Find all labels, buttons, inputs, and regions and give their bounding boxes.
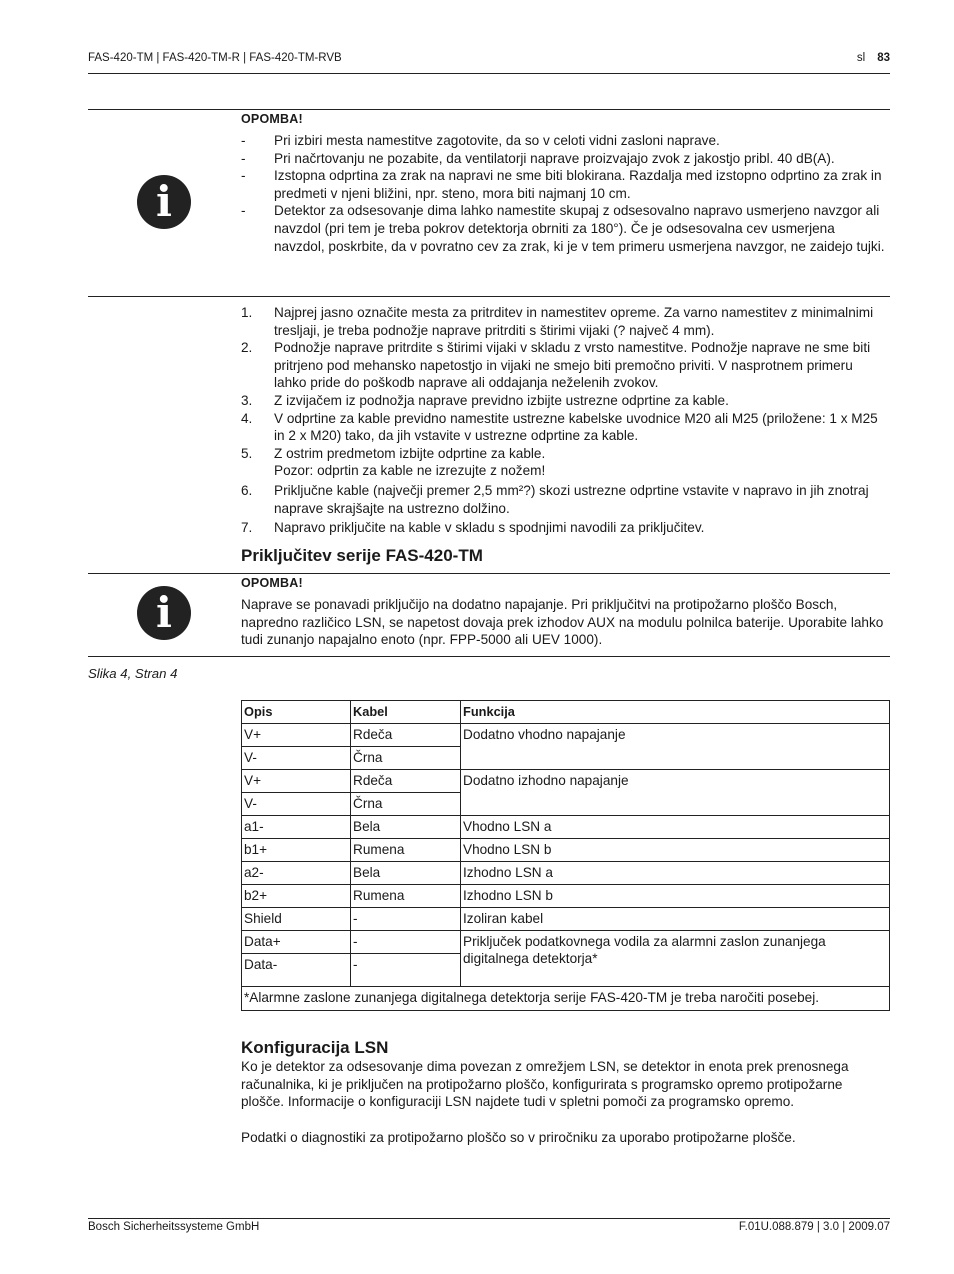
table-row: [242, 816, 890, 839]
table-cell: Bela: [351, 816, 461, 839]
table-cell: V+: [242, 770, 351, 793]
note2-top-rule: [88, 573, 890, 574]
step-item: [241, 392, 889, 410]
table-cell: Črna: [351, 747, 461, 770]
header-rule: [88, 73, 890, 74]
text-span: Z izvijačem iz podnožja naprave previdno izbijte ustrezne odprtine za kable.: [274, 392, 729, 408]
text-span: Napravo priključite na kable v skladu s spodnjimi navodili za priključitev.: [274, 520, 705, 536]
col-header-opis: Opis: [242, 701, 351, 724]
table-cell: V-: [242, 747, 351, 770]
table-cell: b2+: [242, 885, 351, 908]
table-row: [242, 862, 890, 885]
table-row: [242, 885, 890, 908]
text-span: Pozor: odprtin za kable ne izrezujte z nožem!: [274, 463, 546, 479]
table-cell: Rdeča: [351, 724, 461, 747]
text-span: i: [156, 588, 172, 637]
text-span: 3.: [241, 392, 253, 408]
table-row: [242, 724, 890, 747]
table-cell: Vhodno LSN a: [461, 816, 890, 839]
step-item: [241, 482, 889, 517]
text-span: 4.: [241, 410, 253, 426]
ol: [241, 304, 889, 537]
table-cell: V-: [242, 793, 351, 816]
table-cell: Data-: [242, 954, 351, 987]
note1-bottom-rule: [88, 296, 890, 297]
header-page-info: [857, 52, 890, 64]
table-row: [242, 908, 890, 931]
section-heading-lsn: Konfiguracija LSN: [241, 1038, 389, 1057]
col-header-funkcija: Funkcija: [461, 701, 890, 724]
footer-doc-ref: F.01U.088.879 | 3.0 | 2009.07: [738, 1221, 890, 1233]
step-item: [241, 410, 889, 445]
info-icon: [137, 586, 191, 640]
text-span: Stran 4: [134, 666, 178, 681]
table-cell: Shield: [242, 908, 351, 931]
table-cell: -: [351, 908, 461, 931]
table-cell: Rdeča: [351, 770, 461, 793]
text-span: 7.: [241, 520, 253, 536]
table-cell: V+: [242, 724, 351, 747]
installation-steps: [241, 304, 889, 537]
note1-list: [241, 132, 889, 255]
text-span: i: [156, 177, 172, 226]
note1-item: - Detektor za odsesovanje dima lahko namestite skupaj z odsesovalno napravo usmerjeno navzgor ali navzdol (pri tem je treba pokrov detektorja obrniti za 180°). Če je odsesovalna cev usmerjena navzdol, poskrbite, da v povratno cev za zrak, ki je v tem primeru usmerjena navzgor, ne zaidejo tujki.: [241, 202, 889, 255]
note1-item: - Pri načrtovanju ne pozabite, da ventilatorji naprave proizvajajo zvok z jakostjo pribl. 40 dB(A).: [241, 150, 889, 168]
text-span: 6.: [241, 482, 253, 498]
footer-rule: [88, 1218, 890, 1219]
text-span: ,: [127, 666, 135, 681]
note1-item: - Izstopna odprtina za zrak na napravi ne sme biti blokirana. Razdalja med izstopno odprtino za zrak in predmeti v njeni bližini, npr. steno, mora biti najmanj 10 cm.: [241, 167, 889, 202]
table-cell: Izhodno LSN a: [461, 862, 890, 885]
header-page-number: 83: [877, 52, 890, 64]
text-span: 5.: [241, 445, 253, 461]
table-cell: Izhodno LSN b: [461, 885, 890, 908]
table-cell: Data+: [242, 931, 351, 954]
text-span: Najprej jasno označite mesta za pritrditev in namestitev opreme. Za varno namestitev z minimalnimi tresljaji, je treba podnožje naprave pritrditi s štirimi vijaki (? največ 4 mm).: [274, 305, 874, 338]
table-cell: Rumena: [351, 885, 461, 908]
note2-title: OPOMBA!: [241, 576, 303, 590]
function-cell: Dodatno izhodno napajanje: [461, 770, 890, 816]
col-header-kabel: Kabel: [351, 701, 461, 724]
note1-top-rule: [88, 109, 890, 110]
table-cell: Izoliran kabel: [461, 908, 890, 931]
step-item: [241, 445, 889, 480]
step-item: [241, 304, 889, 339]
table-row: [242, 839, 890, 862]
ul: [241, 132, 889, 255]
table-cell: a2-: [242, 862, 351, 885]
table-cell: Rumena: [351, 839, 461, 862]
table-footnote-row: [242, 987, 890, 1011]
table-cell: Bela: [351, 862, 461, 885]
function-cell: Priključek podatkovnega vodila za alarmni zaslon zunanjega digitalnega detektorja*: [461, 931, 890, 987]
step-item: [241, 519, 889, 537]
table-cell: a1-: [242, 816, 351, 839]
note2-text: Naprave se ponavadi priključijo na dodatno napajanje. Pri priključitvi na protipožarno ploščo Bosch, napredno različico LSN, se napetost dovaja prek izhodov AUX na modulu polnilca baterije. Uporabite lahko tudi zunanjo napajalno enoto (npr. FPP-5000 ali UEV 1000).: [241, 597, 884, 648]
connection-table: [241, 700, 890, 1011]
note1-title: OPOMBA!: [241, 112, 303, 126]
section-heading-connection: Priključitev serije FAS-420-TM: [241, 546, 483, 565]
table-cell: Vhodno LSN b: [461, 839, 890, 862]
header-lang: sl: [856, 52, 866, 64]
table-row: [242, 770, 890, 793]
text-span: Z ostrim predmetom izbijte odprtine za kable.: [274, 445, 546, 461]
text-span: 1.: [241, 305, 253, 320]
table-cell: -: [351, 954, 461, 987]
header-doc-ids: FAS-420-TM | FAS-420-TM-R | FAS-420-TM-RVB: [88, 52, 342, 64]
info-icon: [137, 175, 191, 229]
table-footnote: *Alarmne zaslone zunanjega digitalnega detektorja serije FAS-420-TM je treba naročiti posebej.: [242, 987, 890, 1011]
footer-company: Bosch Sicherheitssysteme GmbH: [88, 1221, 260, 1233]
table-cell: -: [351, 931, 461, 954]
figure-caption: [88, 666, 177, 681]
table-cell: Črna: [351, 793, 461, 816]
function-cell: Dodatno vhodno napajanje: [461, 724, 890, 770]
text-span: 2.: [241, 340, 253, 356]
note2-bottom-rule: [88, 656, 890, 657]
text-span: V odprtine za kable previdno namestite ustrezne kabelske uvodnice M20 ali M25 (priložene: 1 x M25 in 2 x M20) tako, da jih vstavite v ustrezne odprtine za kable.: [274, 410, 878, 444]
lsn-paragraph: Ko je detektor za odsesovanje dima povezan z omrežjem LSN, se detektor in enota prek prenosnega računalnika, ki je priključen na protipožarno ploščo, konfigurirata s programsko opremo protipožarne plošče. Informacije o konfiguraciji LSN najdete tudi v spletni pomoči za programsko opremo.: [241, 1059, 849, 1110]
table-cell: b1+: [242, 839, 351, 862]
step-item: [241, 339, 889, 392]
table-header-row: [242, 701, 890, 724]
lsn-paragraph-diagnostics: Podatki o diagnostiki za protipožarno ploščo so v priročniku za uporabo protipožarne plošče.: [241, 1130, 796, 1145]
text-span: Slika 4: [88, 666, 128, 681]
note1-item: - Pri izbiri mesta namestitve zagotovite, da so v celoti vidni zasloni naprave.: [241, 132, 889, 150]
tbody: [242, 701, 890, 1011]
text-span: Podnožje naprave pritrdite s štirimi vijaki v skladu z vrsto namestitve. Podnožje naprave ne sme biti pritrjeno pod mehansko napetostjo in vijaki ne smejo biti premočno priviti. V nasprotnem primeru lahko pride do poškodb naprave ali oddajanja neželenih zvokov.: [274, 340, 871, 391]
text-span: Priključne kable (največji premer 2,5 mm²?) skozi ustrezne odprtine vstavite v napravo in jih znotraj naprave skrajšajte na ustrezno dolžino.: [274, 482, 869, 516]
table-row: [242, 931, 890, 954]
